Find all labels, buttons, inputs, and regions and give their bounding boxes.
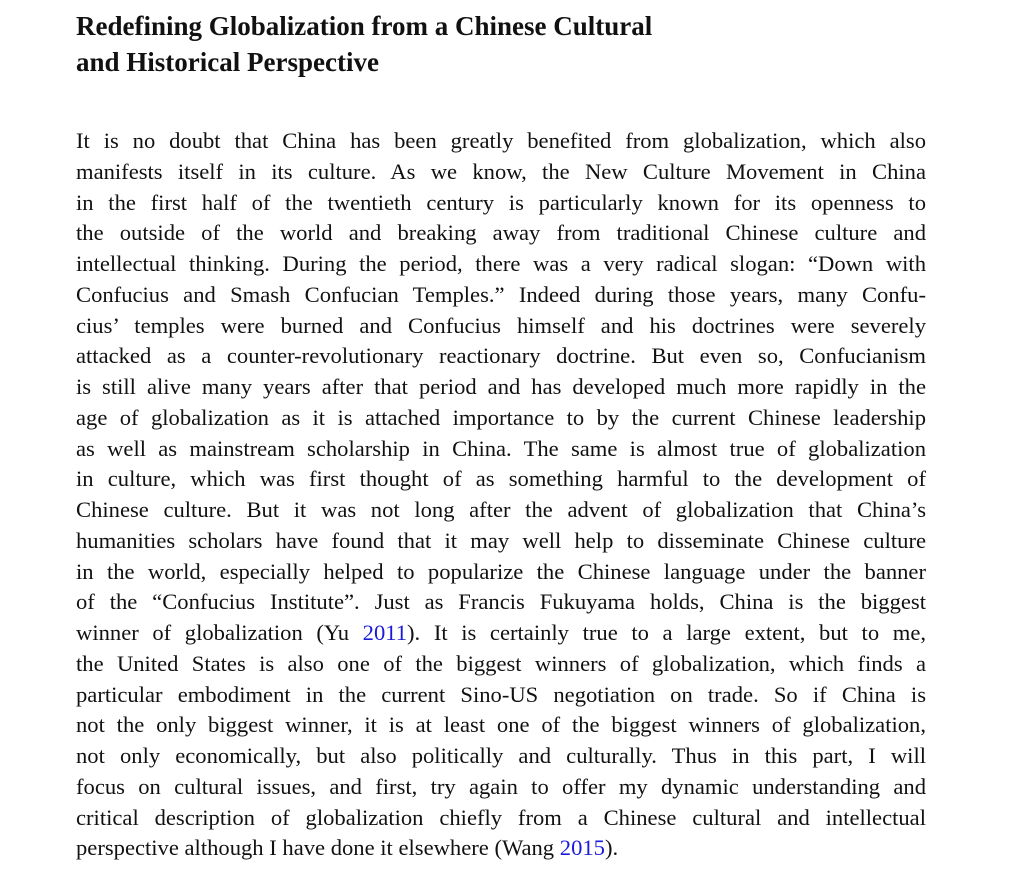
paragraph-line: humanities scholars have found that it may well help to disseminate Chinese culture <box>76 527 926 553</box>
paragraph-line: as well as mainstream scholarship in China. The same is almost true of globalization <box>76 435 926 461</box>
paragraph-line: age of globalization as it is attached importance to by the current Chinese leadership <box>76 404 926 430</box>
paragraph-line: cius’ temples were burned and Confucius himself and his doctrines were severely <box>76 312 926 338</box>
paragraph-line: not the only biggest winner, it is at least one of the biggest winners of globalization, <box>76 712 926 738</box>
paragraph-line: in the world, especially helped to popularize the Chinese language under the banner <box>76 558 926 584</box>
paragraph-line: attacked as a counter-revolutionary reactionary doctrine. But even so, Confucianism <box>76 343 926 369</box>
paragraph-line: the outside of the world and breaking away from traditional Chinese culture and <box>76 220 926 246</box>
paragraph-line: not only economically, but also politically and culturally. Thus in this part, I will <box>76 743 926 768</box>
paragraph-line: intellectual thinking. During the period, there was a very radical slogan: “Down with <box>76 251 926 276</box>
line-text: ). <box>604 835 619 861</box>
paragraph-line: in culture, which was first thought of as something harmful to the development of <box>76 466 926 492</box>
paragraph-line: particular embodiment in the current Sino-US negotiation on trade. So if China is <box>76 681 926 707</box>
paragraph-line: focus on cultural issues, and first, try again to offer my dynamic understanding and <box>76 773 926 799</box>
section-title-line: Redefining Globalization from a Chinese Cultural <box>76 11 653 41</box>
paragraph-line: Chinese culture. But it was not long after the advent of globalization that China’s <box>76 497 926 522</box>
citation-link-yu-2011[interactable]: 2011 <box>362 620 408 645</box>
body-paragraph <box>76 126 926 864</box>
paragraph-line: Confucius and Smash Confucian Temples.” Indeed during those years, many Confu- <box>76 281 926 307</box>
line-text: winner of globalization (Yu <box>76 620 363 645</box>
paragraph-line: It is no doubt that China has been greatly benefited from globalization, which also <box>76 128 926 153</box>
paragraph-line: manifests itself in its culture. As we know, the New Culture Movement in China <box>76 158 926 184</box>
paragraph-line: critical description of globalization chiefly from a Chinese cultural and intellectual <box>76 804 926 830</box>
paragraph-line: in the first half of the twentieth century is particularly known for its openness to <box>76 189 926 215</box>
section-title-line: and Historical Perspective <box>76 47 379 77</box>
paragraph-line: of the “Confucius Institute”. Just as Francis Fukuyama holds, China is the biggest <box>76 589 926 615</box>
document-page <box>76 8 926 864</box>
section-title <box>76 8 926 80</box>
line-text: perspective although I have done it elsewhere (Wang <box>76 835 560 861</box>
paragraph-line: the United States is also one of the biggest winners of globalization, which finds a <box>76 650 926 676</box>
paragraph-line <box>76 618 926 649</box>
paragraph-line: is still alive many years after that period and has developed much more rapidly in the <box>76 374 926 399</box>
line-text: ). It is certainly true to a large extent, but to me, <box>407 620 926 645</box>
citation-link-wang-2015[interactable]: 2015 <box>559 835 605 861</box>
paragraph-line <box>76 833 926 864</box>
